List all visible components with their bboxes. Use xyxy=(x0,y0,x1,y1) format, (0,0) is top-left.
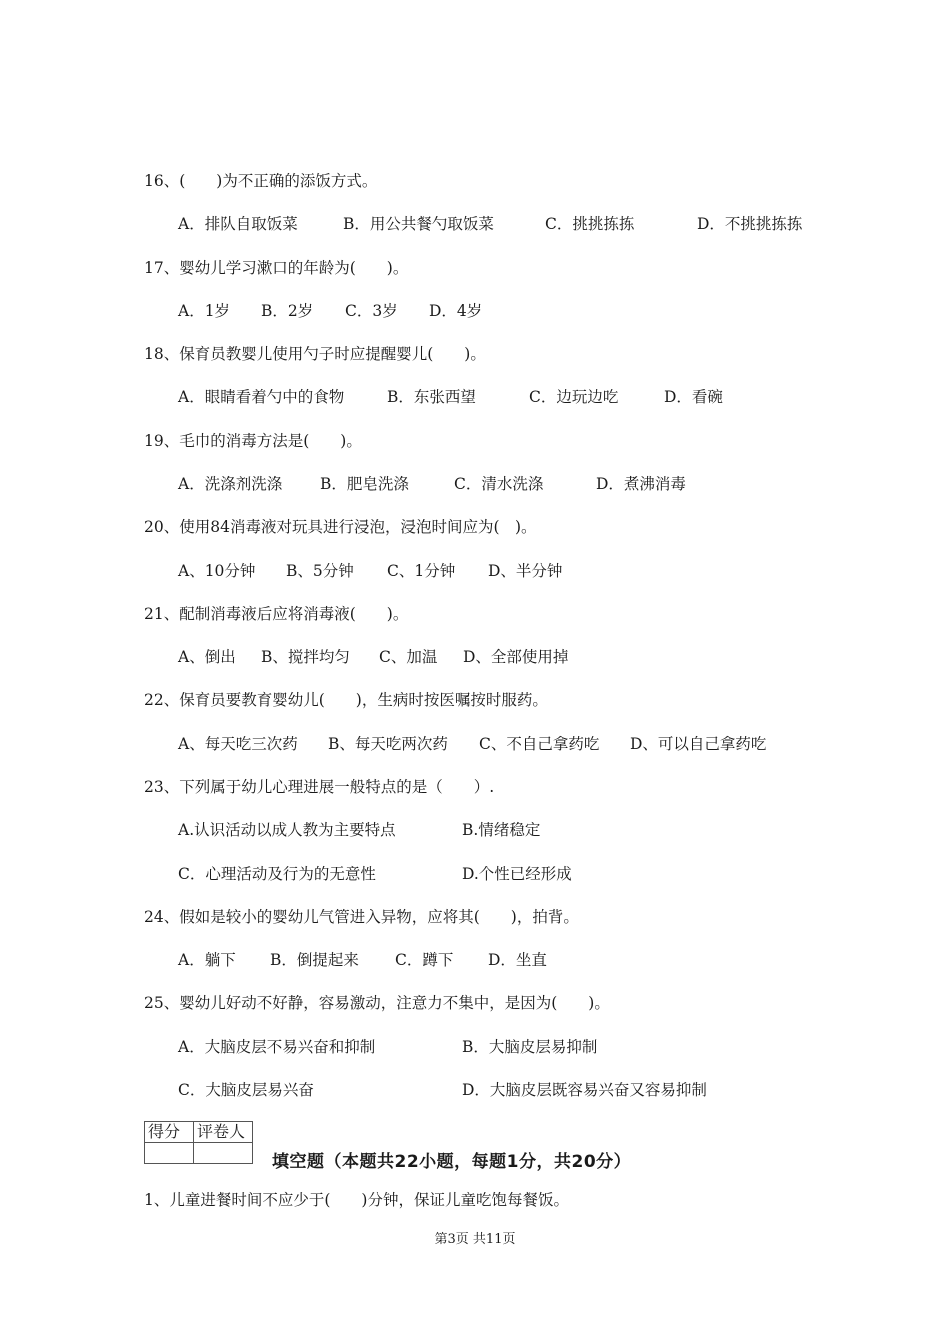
question-16-option-b: B．用公共餐勺取饭菜 xyxy=(343,215,494,233)
question-20-option-c: C、1分钟 xyxy=(387,562,456,580)
question-16-option-a: A．排队自取饭菜 xyxy=(178,215,298,233)
question-21-stem: 21、配制消毒液后应将消毒液( )。 xyxy=(144,605,409,623)
question-22-option-c: C、不自己拿药吃 xyxy=(479,735,600,753)
question-24-option-a: A．躺下 xyxy=(178,951,236,969)
question-19-option-d: D．煮沸消毒 xyxy=(596,475,686,493)
question-24-option-b: B．倒提起来 xyxy=(270,951,359,969)
question-20-option-d: D、半分钟 xyxy=(488,562,563,580)
question-23-stem: 23、下列属于幼儿心理进展一般特点的是（ ）. xyxy=(144,778,495,796)
question-17-option-c: C．3岁 xyxy=(345,302,398,320)
score-header: 得分 xyxy=(145,1122,194,1143)
question-21-option-b: B、搅拌均匀 xyxy=(261,648,350,666)
question-18-option-c: C．边玩边吃 xyxy=(529,388,619,406)
question-19-stem: 19、毛巾的消毒方法是( )。 xyxy=(144,432,362,450)
fill-question-1: 1、儿童进餐时间不应少于( )分钟，保证儿童吃饱每餐饭。 xyxy=(144,1191,569,1209)
question-24-stem: 24、假如是较小的婴幼儿气管进入异物，应将其( )，拍背。 xyxy=(144,908,579,926)
question-18-stem: 18、保育员教婴儿使用勺子时应提醒婴儿( )。 xyxy=(144,345,486,363)
question-23-option-b: B.情绪稳定 xyxy=(462,821,541,839)
question-17-option-a: A．1岁 xyxy=(178,302,231,320)
question-23-option-c: C．心理活动及行为的无意性 xyxy=(178,865,376,883)
question-19-option-c: C．清水洗涤 xyxy=(454,475,544,493)
question-19-option-a: A．洗涤剂洗涤 xyxy=(178,475,283,493)
section-title: 填空题（本题共22小题，每题1分，共20分） xyxy=(272,1152,632,1172)
question-24-option-c: C．蹲下 xyxy=(395,951,454,969)
question-17-option-b: B．2岁 xyxy=(261,302,314,320)
question-22-option-d: D、可以自己拿药吃 xyxy=(630,735,767,753)
question-20-option-a: A、10分钟 xyxy=(178,562,256,580)
question-16-option-c: C．挑挑拣拣 xyxy=(545,215,635,233)
question-25-stem: 25、婴幼儿好动不好静，容易激动，注意力不集中，是因为( )。 xyxy=(144,994,610,1012)
question-25-option-a: A．大脑皮层不易兴奋和抑制 xyxy=(178,1038,376,1056)
question-18-option-b: B．东张西望 xyxy=(387,388,476,406)
question-18-option-d: D．看碗 xyxy=(664,388,723,406)
question-21-option-d: D、全部使用掉 xyxy=(463,648,569,666)
grader-cell xyxy=(194,1143,253,1164)
page-footer: 第3页 共11页 xyxy=(434,1232,516,1247)
question-20-stem: 20、使用84消毒液对玩具进行浸泡，浸泡时间应为( )。 xyxy=(144,518,537,536)
question-16-option-d: D．不挑挑拣拣 xyxy=(697,215,803,233)
question-25-option-b: B．大脑皮层易抑制 xyxy=(462,1038,598,1056)
question-21-option-a: A、倒出 xyxy=(178,648,236,666)
question-22-option-b: B、每天吃两次药 xyxy=(328,735,448,753)
question-20-option-b: B、5分钟 xyxy=(286,562,354,580)
question-22-option-a: A、每天吃三次药 xyxy=(178,735,298,753)
question-18-option-a: A．眼睛看着勺中的食物 xyxy=(178,388,345,406)
question-21-option-c: C、加温 xyxy=(379,648,438,666)
question-23-option-d: D.个性已经形成 xyxy=(462,865,572,883)
grader-header: 评卷人 xyxy=(194,1122,253,1143)
score-cell xyxy=(145,1143,194,1164)
question-16-stem: 16、( )为不正确的添饭方式。 xyxy=(144,172,378,190)
question-19-option-b: B．肥皂洗涤 xyxy=(320,475,409,493)
question-22-stem: 22、保育员要教育婴幼儿( )，生病时按医嘱按时服药。 xyxy=(144,691,548,709)
question-25-option-d: D．大脑皮层既容易兴奋又容易抑制 xyxy=(462,1081,707,1099)
question-17-option-d: D．4岁 xyxy=(429,302,483,320)
question-17-stem: 17、婴幼儿学习漱口的年龄为( )。 xyxy=(144,259,409,277)
question-25-option-c: C．大脑皮层易兴奋 xyxy=(178,1081,314,1099)
question-24-option-d: D．坐直 xyxy=(488,951,547,969)
score-table xyxy=(144,1121,253,1164)
question-23-option-a: A.认识活动以成人教为主要特点 xyxy=(178,821,396,839)
